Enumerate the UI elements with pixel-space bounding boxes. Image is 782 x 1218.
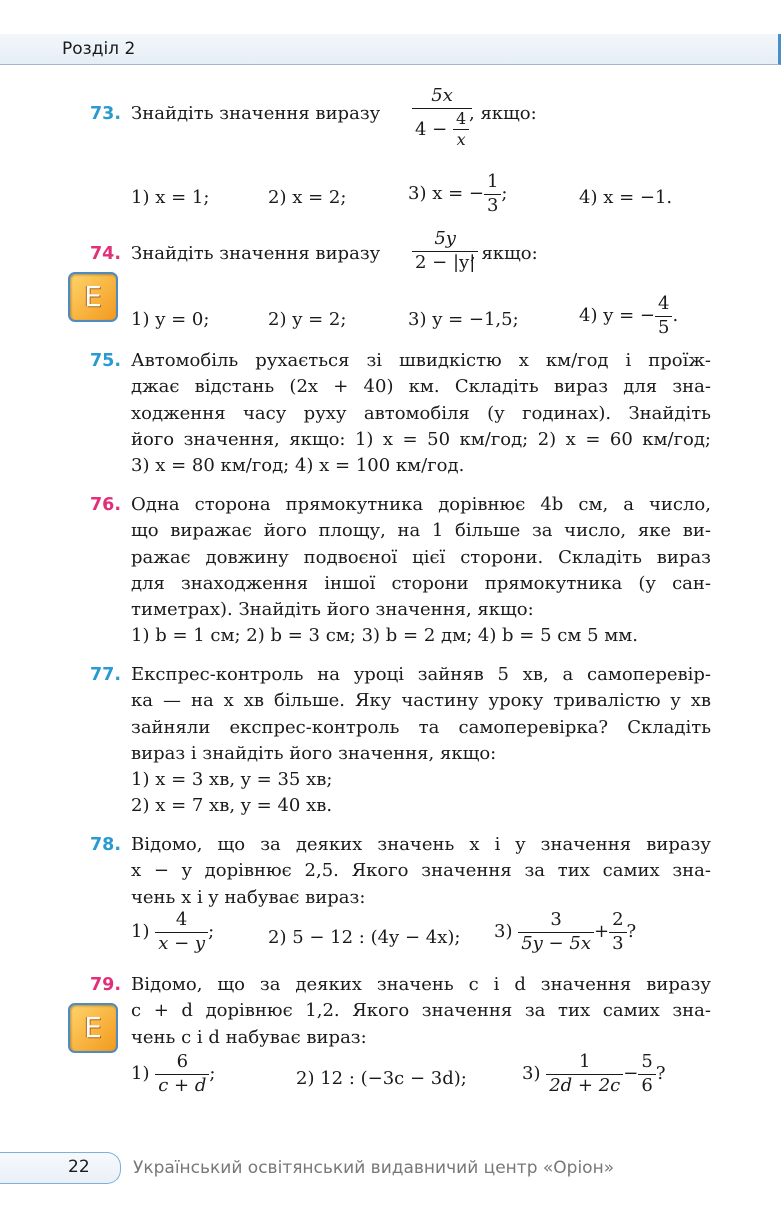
problem-74-option-1: 1) y = 0;	[131, 309, 210, 330]
problem-79-option-2: 2) 12 : (−3c − 3d);	[296, 1068, 467, 1089]
page-number: 22	[68, 1157, 90, 1177]
e-badge-icon: E	[68, 272, 118, 322]
running-header	[0, 34, 782, 66]
problem-73-fraction	[412, 86, 472, 149]
problem-number-75: 75.	[90, 351, 122, 371]
publisher-name: Український освітянський видавничий центр «Оріон»	[133, 1158, 615, 1178]
problem-73-option-1: 1) x = 1;	[131, 187, 210, 208]
problem-74-option-3: 3) y = −1,5;	[408, 309, 519, 330]
problem-78-option-3: 3) $\frac{3}{5y - 5x}$ + $\frac{2}{3}$ ?	[494, 909, 637, 954]
page-number-tab	[0, 1152, 121, 1184]
problem-79-text: Відомо, що за деяких значень c і d значення виразу c + d дорівнює 1,2. Якого значення за тих самих зна- чень c і d набуває вираз:	[131, 974, 711, 1048]
problem-78-option-2: 2) 5 − 12 : (4y − 4x);	[268, 927, 461, 948]
problem-74-suffix: , якщо:	[470, 243, 538, 264]
problem-number-78: 78.	[90, 835, 122, 855]
problem-74-option-4: 4) y = − $\frac{4}{5}$ .	[579, 293, 679, 338]
problem-number-74: 74.	[90, 244, 122, 264]
problem-number-76: 76.	[90, 495, 122, 515]
problem-73-suffix: , якщо:	[469, 103, 537, 124]
problem-number-79: 79.	[90, 975, 122, 995]
problem-79-option-3: 3) $\frac{1}{2d + 2c}$ − $\frac{5}{6}$ ?	[522, 1051, 666, 1096]
fraction-denominator: 4 − $\frac{4}{x}$	[412, 109, 472, 150]
problem-74-intro: Знайдіть значення виразу	[131, 243, 381, 264]
problem-78-text: Відомо, що за деяких значень x і y значення виразу x − y дорівнює 2,5. Якого значення за тих самих зна- чень x і y набуває вираз:	[131, 834, 711, 908]
section-title: Розділ 2	[62, 39, 136, 59]
problem-75-text: Автомобіль рухається зі швидкістю x км/год і проїж- джає відстань (2x + 40) км. Складіть вираз для зна- ходження часу руху автомобіля (у годинах). Знайдіть його значення, якщо: 1) x = 50 км/год; 2) x = 60 км/год; 3) x = 80 км/год; 4) x = 100 км/год.	[131, 350, 711, 477]
problem-74-fraction: $\frac{5y}{2 - |y|}$	[412, 229, 478, 273]
problem-number-77: 77.	[90, 665, 122, 685]
problem-73-option-3: 3) x = − $\frac{1}{3}$ ;	[408, 171, 508, 216]
fraction-numerator: 5x	[412, 86, 472, 109]
page-footer	[0, 1152, 782, 1184]
problem-73-option-4: 4) x = −1.	[579, 187, 673, 208]
problem-73-intro: Знайдіть значення виразу	[131, 103, 381, 124]
problem-76-text: Одна сторона прямокутника дорівнює 4b см, а число, що виражає його площу, на 1 більше за число, яке ви- ражає довжину подвоєної цієї сторони. Складіть вираз для знаходження іншої сторони прямокутника (у сан- тиметрах). Знайдіть його значення, якщо: 1) b = 1 см; 2) b = 3 см; 3) b = 2 дм; 4) b = 5 см 5 мм.	[131, 494, 711, 647]
problem-73-option-2: 2) x = 2;	[268, 187, 347, 208]
problem-number-73: 73.	[90, 104, 122, 124]
e-badge-icon: E	[68, 1003, 118, 1053]
problem-78-option-1: 1) $\frac{4}{x - y}$ ;	[131, 909, 215, 954]
problem-77-text: Експрес-контроль на уроці зайняв 5 хв, а самоперевір- ка — на x хв більше. Яку частину уроку тривалістю y хв зайняли експрес-контроль та самоперевірка? Складіть вираз і знайдіть його значення, якщо: 1) x = 3 хв, y = 35 хв; 2) x = 7 хв, y = 40 хв.	[131, 664, 711, 817]
problem-74-option-2: 2) y = 2;	[268, 309, 347, 330]
problem-79-option-1: 1) $\frac{6}{c + d}$ ;	[131, 1051, 216, 1096]
